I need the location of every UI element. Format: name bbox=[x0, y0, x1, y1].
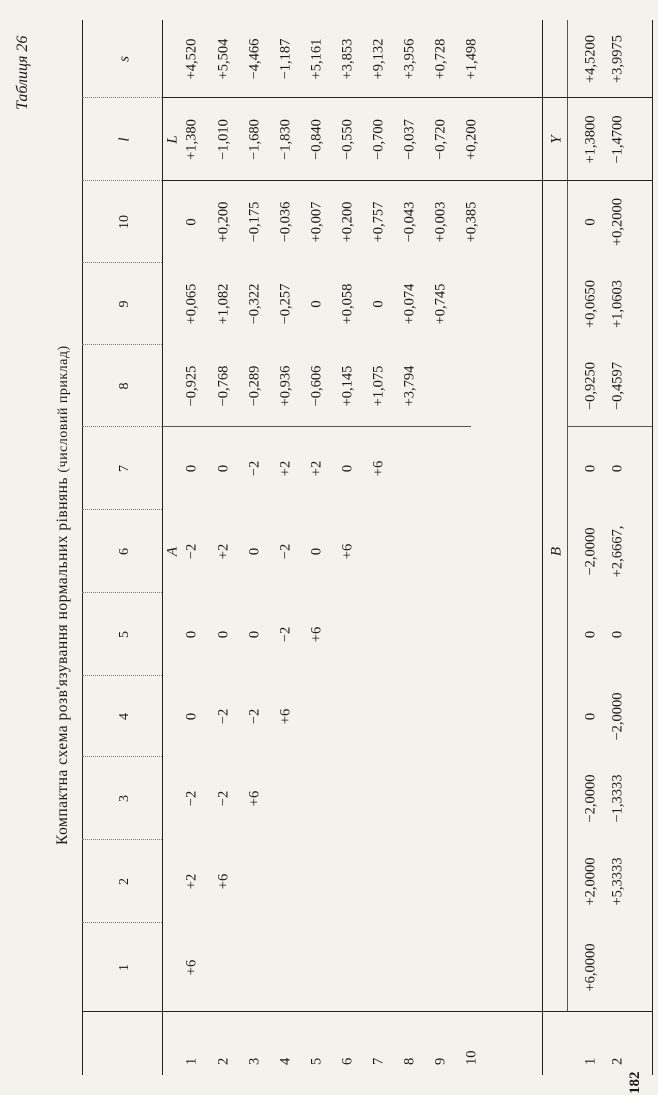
table-cell: −0,720 bbox=[432, 119, 449, 160]
table-cell: +0,074 bbox=[401, 283, 418, 325]
section-divider-rule bbox=[542, 20, 543, 1075]
table-cell: −2 bbox=[215, 708, 232, 725]
table-cell: +0,936 bbox=[277, 365, 294, 407]
header-col-3: 3 bbox=[117, 795, 132, 802]
table-cell: +6 bbox=[308, 626, 325, 643]
table-cell: +0,728 bbox=[432, 38, 449, 80]
header-col-9: 9 bbox=[117, 300, 132, 308]
table-cell: +0,385 bbox=[463, 201, 480, 243]
row-number-a: 7 bbox=[370, 1057, 387, 1065]
table-cell: −0,037 bbox=[401, 119, 418, 160]
table-cell: 0 bbox=[370, 300, 387, 308]
table-cell: −0,036 bbox=[277, 201, 294, 243]
table-cell: −2 bbox=[277, 543, 294, 560]
table-cell: +9,132 bbox=[370, 38, 387, 80]
table-cell: −1,3333 bbox=[609, 774, 626, 823]
table-cell: +6 bbox=[339, 543, 356, 560]
table-cell: 0 bbox=[183, 630, 200, 639]
table-cell: −2 bbox=[277, 626, 294, 643]
table-cell: 0 bbox=[215, 630, 232, 639]
table-cell: 0 bbox=[183, 712, 200, 721]
row-number-a: 5 bbox=[308, 1057, 325, 1065]
title-subtitle: (числовий приклад) bbox=[56, 345, 71, 473]
table-cell: +3,853 bbox=[339, 38, 356, 80]
table-cell: 0 bbox=[308, 547, 325, 556]
table-cell: −4,466 bbox=[246, 38, 263, 80]
table-cell: −1,187 bbox=[277, 38, 294, 80]
header-col-8: 8 bbox=[117, 382, 132, 390]
table-cell: 0 bbox=[246, 547, 263, 556]
header-col-divider bbox=[82, 344, 162, 345]
table-cell: +4,5200 bbox=[582, 34, 599, 84]
table-cell: +2 bbox=[183, 873, 200, 890]
table-cell: 0 bbox=[609, 464, 626, 473]
section-label-a: A bbox=[164, 546, 181, 557]
table-cell: −2,0000 bbox=[609, 692, 626, 741]
table-cell: +6 bbox=[183, 959, 200, 976]
table-cell: +1,3800 bbox=[582, 115, 599, 164]
page-number: 182 bbox=[627, 1071, 643, 1094]
table-cell: +0,0650 bbox=[582, 279, 599, 329]
row-number-a: 10 bbox=[463, 1050, 480, 1065]
l-s-divider bbox=[162, 97, 652, 98]
header-col-divider bbox=[82, 262, 162, 263]
table-cell: +3,794 bbox=[401, 365, 418, 407]
table-cell: −2 bbox=[183, 543, 200, 560]
table-cell: +0,145 bbox=[339, 365, 356, 407]
table-cell: +5,161 bbox=[308, 38, 325, 80]
table-cell: +0,745 bbox=[432, 283, 449, 325]
table-cell: −2 bbox=[246, 708, 263, 725]
table-cell: +5,3333 bbox=[609, 857, 626, 906]
header-col-divider bbox=[82, 509, 162, 510]
row-number-a: 6 bbox=[339, 1057, 356, 1065]
table-cell: +3,9975 bbox=[609, 34, 626, 84]
row-number-a: 2 bbox=[215, 1057, 232, 1065]
table-cell: +1,380 bbox=[183, 119, 200, 160]
table-cell: +6 bbox=[277, 708, 294, 725]
table-cell: +2 bbox=[277, 460, 294, 477]
header-bottom-rule bbox=[162, 20, 163, 1075]
header-col-10: 10 bbox=[117, 215, 132, 229]
row-number-b: 1 bbox=[582, 1057, 599, 1065]
table-cell: −0,550 bbox=[339, 119, 356, 160]
table-cell: +6,0000 bbox=[582, 943, 599, 992]
table-cell: +2,0000 bbox=[582, 857, 599, 906]
table-cell: +2 bbox=[215, 543, 232, 560]
table-cell: 0 bbox=[582, 712, 599, 721]
header-col-5: 5 bbox=[117, 631, 132, 638]
table-cell: 0 bbox=[215, 464, 232, 473]
col7-col8-divider bbox=[162, 426, 471, 427]
table-cell: −0,4597 bbox=[609, 361, 626, 411]
section-label-l: L bbox=[164, 135, 181, 144]
table-cell: +0,2000 bbox=[609, 197, 626, 247]
table-cell: −0,175 bbox=[246, 201, 263, 243]
table-cell: 0 bbox=[609, 630, 626, 639]
header-col-divider bbox=[82, 592, 162, 593]
header-col-1: 1 bbox=[117, 964, 132, 971]
header-col-divider bbox=[82, 839, 162, 840]
table-cell: −0,322 bbox=[246, 283, 263, 325]
table-cell: 0 bbox=[339, 464, 356, 473]
table-cell: −0,043 bbox=[401, 201, 418, 243]
table-cell: −0,768 bbox=[215, 365, 232, 407]
table-cell: −0,9250 bbox=[582, 361, 599, 411]
table-cell: +2 bbox=[308, 460, 325, 477]
table-cell: +6 bbox=[215, 873, 232, 890]
table-cell: −0,257 bbox=[277, 283, 294, 325]
table-cell: 0 bbox=[183, 464, 200, 473]
table-cell: +0,200 bbox=[463, 119, 480, 160]
header-col-4: 4 bbox=[117, 713, 132, 720]
table-cell: +4,520 bbox=[183, 38, 200, 80]
header-col-7: 7 bbox=[117, 465, 132, 472]
header-l: l bbox=[116, 137, 133, 142]
header-col-divider bbox=[82, 180, 162, 181]
header-col-divider bbox=[82, 675, 162, 676]
table-number: Таблиця 26 bbox=[14, 35, 31, 110]
col10-l-divider bbox=[162, 180, 652, 181]
title-text: Компактна схема розв'язування нормальних рівнянь bbox=[54, 477, 71, 845]
table-cell: 0 bbox=[582, 218, 599, 226]
table-cell: +0,200 bbox=[215, 201, 232, 243]
row-number-a: 1 bbox=[183, 1057, 200, 1065]
table-top-rule bbox=[82, 20, 83, 1075]
table-cell: +0,003 bbox=[432, 201, 449, 243]
header-col-divider bbox=[82, 756, 162, 757]
col7-col8-divider-b bbox=[567, 426, 652, 427]
table-cell: +1,075 bbox=[370, 365, 387, 407]
table-cell: −0,840 bbox=[308, 119, 325, 160]
table-cell: +1,082 bbox=[215, 283, 232, 325]
table-cell: −2,0000 bbox=[582, 527, 599, 576]
table-cell: +0,200 bbox=[339, 201, 356, 243]
table-cell: −2,0000 bbox=[582, 774, 599, 823]
table-cell: 0 bbox=[582, 464, 599, 473]
row-number-divider bbox=[82, 1011, 652, 1012]
table-cell: +0,065 bbox=[183, 283, 200, 325]
table-bottom-rule bbox=[652, 20, 653, 1075]
row-number-a: 3 bbox=[246, 1057, 263, 1065]
header-s: s bbox=[116, 56, 133, 62]
table-cell: −0,925 bbox=[183, 365, 200, 407]
table-cell: −2 bbox=[246, 460, 263, 477]
row-number-a: 8 bbox=[401, 1057, 418, 1065]
table-cell: −0,700 bbox=[370, 119, 387, 160]
table-cell: +1,498 bbox=[463, 38, 480, 80]
table-cell: −1,680 bbox=[246, 119, 263, 160]
table-cell: 0 bbox=[308, 300, 325, 308]
section-label-y: Y bbox=[548, 135, 565, 144]
section-b-rule bbox=[567, 20, 568, 1012]
row-number-b: 2 bbox=[609, 1057, 626, 1065]
header-col-divider bbox=[82, 97, 162, 98]
table-cell: 0 bbox=[246, 630, 263, 639]
header-col-divider bbox=[82, 426, 162, 427]
table-cell: 0 bbox=[183, 218, 200, 226]
table-cell: −1,010 bbox=[215, 119, 232, 160]
row-number-a: 9 bbox=[432, 1057, 449, 1065]
header-col-6: 6 bbox=[117, 548, 132, 555]
table-cell: +0,007 bbox=[308, 201, 325, 243]
table-cell: +0,757 bbox=[370, 201, 387, 243]
table-cell: −2 bbox=[215, 790, 232, 807]
table-cell: +6 bbox=[246, 790, 263, 807]
table-cell: −2 bbox=[183, 790, 200, 807]
table-cell: 0 bbox=[582, 630, 599, 639]
table-title bbox=[54, 345, 72, 845]
section-label-b: B bbox=[548, 546, 565, 557]
table-cell: −1,830 bbox=[277, 119, 294, 160]
header-col-divider bbox=[82, 922, 162, 923]
table-cell: +6 bbox=[370, 460, 387, 477]
table-cell: +5,504 bbox=[215, 38, 232, 80]
header-col-2: 2 bbox=[117, 878, 132, 885]
table-cell: −0,606 bbox=[308, 365, 325, 407]
table-cell: −0,289 bbox=[246, 365, 263, 407]
table-cell: −1,4700 bbox=[609, 115, 626, 164]
table-cell: +3,956 bbox=[401, 38, 418, 80]
table-cell: +2,6667, bbox=[609, 525, 626, 578]
table-cell: +0,058 bbox=[339, 283, 356, 325]
row-number-a: 4 bbox=[277, 1057, 294, 1065]
table-cell: +1,0603 bbox=[609, 279, 626, 329]
